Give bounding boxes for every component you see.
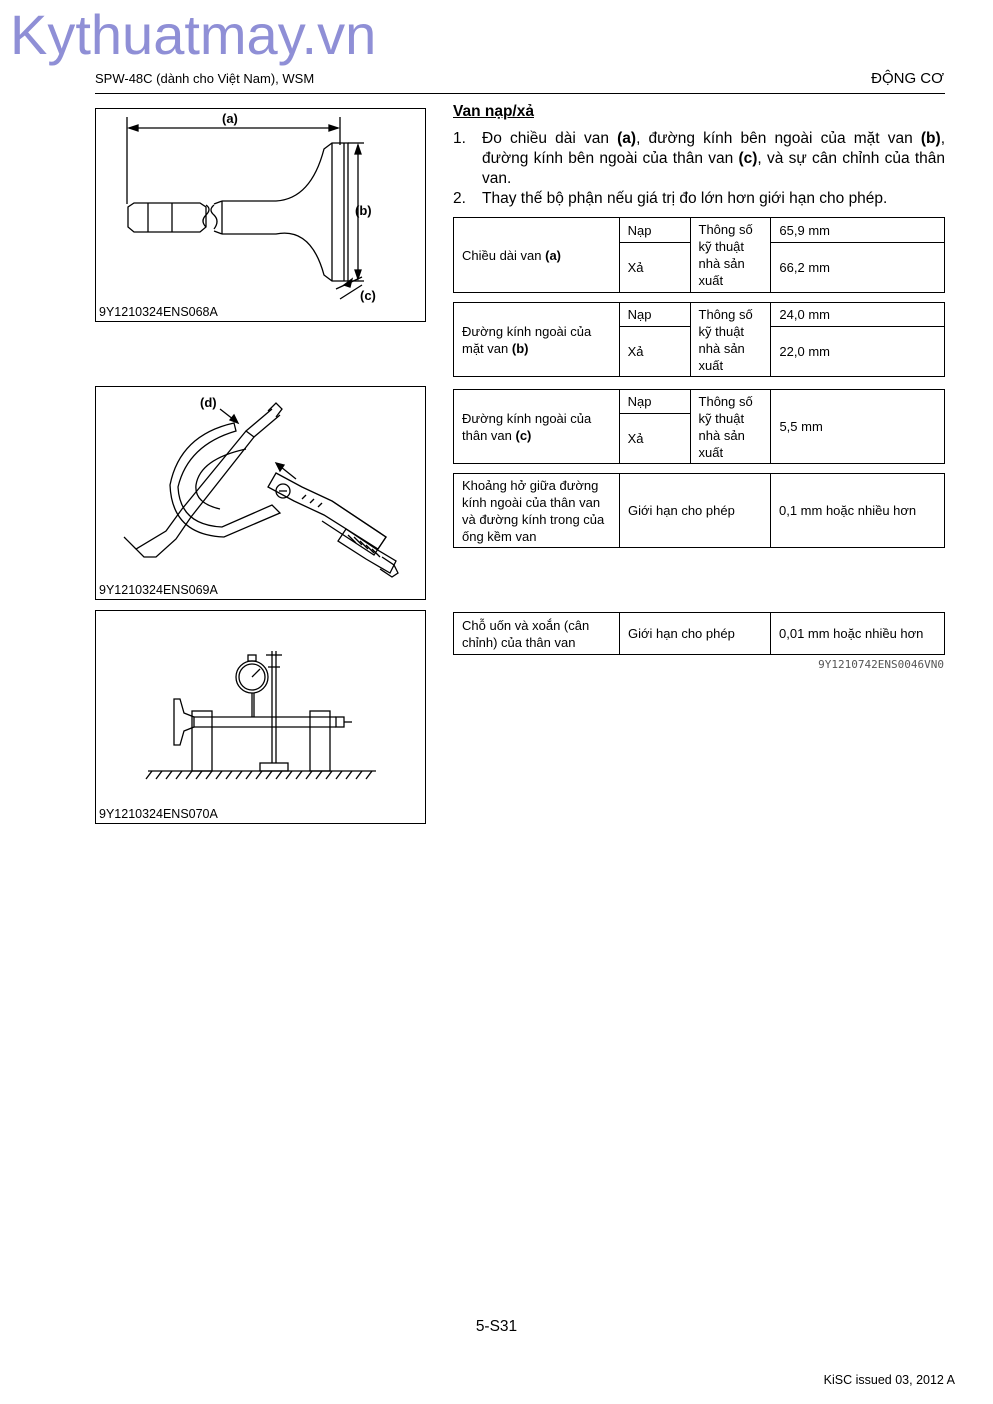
step-number: 2. bbox=[453, 190, 466, 207]
instruction-steps bbox=[453, 129, 945, 209]
step-item bbox=[453, 189, 945, 209]
row-exhaust: Xả bbox=[619, 243, 690, 293]
section-title: Van nạp/xả bbox=[453, 103, 534, 120]
spec-value: 65,9 mm bbox=[771, 218, 945, 243]
issue-note: KiSC issued 03, 2012 A bbox=[823, 1373, 955, 1387]
page-number: 5-S31 bbox=[475, 1318, 518, 1335]
spec-type: Thông số kỹ thuật nhà sản xuất bbox=[690, 390, 771, 464]
dial-indicator-drawing bbox=[96, 611, 425, 823]
spec-table-stem-diameter bbox=[453, 389, 945, 464]
spec-table-valve-length bbox=[453, 217, 945, 293]
watermark: Kythuatmay.vn bbox=[10, 3, 377, 66]
spec-type: Thông số kỹ thuật nhà sản xuất bbox=[690, 303, 771, 377]
label-d: (d) bbox=[200, 395, 217, 410]
spec-label: Đường kính ngoài của thân van (c) bbox=[454, 390, 620, 464]
step-text: Thay thế bộ phận nếu giá trị đo lớn hơn giới hạn cho phép. bbox=[482, 190, 888, 207]
row-intake: Nạp bbox=[619, 218, 690, 243]
micrometer-drawing bbox=[96, 387, 425, 599]
spec-value: 0,01 mm hoặc nhiều hơn bbox=[771, 613, 945, 655]
row-exhaust: Xả bbox=[619, 414, 690, 464]
spec-label: Chiều dài van (a) bbox=[454, 218, 620, 293]
spec-value: 24,0 mm bbox=[771, 303, 945, 327]
figure-caption: 9Y1210324ENS068A bbox=[99, 305, 218, 319]
label-c: (c) bbox=[360, 288, 376, 303]
figure-valve-dimensions bbox=[95, 108, 426, 322]
label-a: (a) bbox=[222, 111, 238, 126]
row-intake: Nạp bbox=[619, 390, 690, 414]
spec-value: 0,1 mm hoặc nhiều hơn bbox=[771, 474, 945, 548]
figure-micrometer bbox=[95, 386, 426, 600]
spec-type: Giới hạn cho phép bbox=[620, 613, 771, 655]
step-text: Đo chiều dài van (a), đường kính bên ngoài của mặt van (b), đường kính bên ngoài của thân van (c), và sự cân chỉnh của thân van. bbox=[482, 130, 945, 187]
figure-caption: 9Y1210324ENS070A bbox=[99, 807, 218, 821]
spec-table-stem-alignment bbox=[453, 612, 945, 655]
spec-table-clearance bbox=[453, 473, 945, 548]
figure-caption: 9Y1210324ENS069A bbox=[99, 583, 218, 597]
spec-type: Thông số kỹ thuật nhà sản xuất bbox=[690, 218, 771, 293]
step-number: 1. bbox=[453, 130, 466, 147]
spec-value: 5,5 mm bbox=[771, 390, 945, 464]
spec-label: Khoảng hở giữa đường kính ngoài của thân van và đường kính trong của ống kềm van bbox=[454, 474, 620, 548]
header-chapter-title: ĐỘNG CƠ bbox=[871, 70, 944, 87]
step-item bbox=[453, 129, 945, 189]
figure-dial-indicator bbox=[95, 610, 426, 824]
row-exhaust: Xả bbox=[619, 327, 690, 377]
spec-label: Đường kính ngoài của mặt van (b) bbox=[454, 303, 620, 377]
header-manual-title: SPW-48C (dành cho Việt Nam), WSM bbox=[95, 71, 315, 86]
document-id: 9Y1210742ENS0046VN0 bbox=[818, 658, 944, 671]
spec-table-face-diameter bbox=[453, 302, 945, 377]
spec-type: Giới hạn cho phép bbox=[620, 474, 771, 548]
spec-value: 22,0 mm bbox=[771, 327, 945, 377]
spec-label: Chỗ uốn và xoắn (cân chỉnh) của thân van bbox=[454, 613, 620, 655]
header-divider bbox=[95, 93, 945, 94]
spec-value: 66,2 mm bbox=[771, 243, 945, 293]
row-intake: Nạp bbox=[619, 303, 690, 327]
label-b: (b) bbox=[355, 203, 372, 218]
